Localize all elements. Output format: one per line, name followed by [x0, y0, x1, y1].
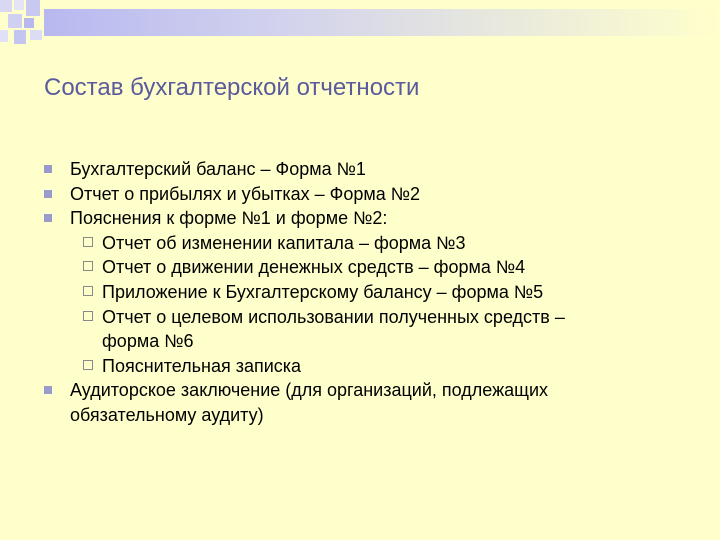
deco-square: [8, 14, 22, 28]
hollow-square-bullet-icon: [83, 360, 93, 370]
sub-list-item-text: Приложение к Бухгалтерскому балансу – форма №5: [102, 281, 544, 302]
sub-list-item: [44, 231, 684, 256]
sub-list-item-text: Отчет о движении денежных средств – форма №4: [102, 257, 526, 278]
sub-list-item: [44, 305, 684, 354]
sub-list-item-text: Отчет о целевом использовании полученных средств – форма №6: [102, 306, 565, 352]
list-item: [44, 378, 684, 427]
deco-square: [14, 0, 24, 10]
sub-list-item-text: Пояснительная записка: [102, 355, 302, 376]
bullet-list: [44, 157, 684, 428]
sub-list-item: [44, 255, 684, 280]
deco-square: [0, 30, 8, 42]
list-item: [44, 206, 684, 231]
square-bullet-icon: [44, 165, 52, 173]
square-bullet-icon: [44, 386, 52, 394]
list-item: [44, 182, 684, 207]
deco-square: [26, 0, 40, 16]
hollow-square-bullet-icon: [83, 311, 93, 321]
list-item-text: Пояснения к форме №1 и форме №2:: [70, 208, 388, 229]
header-gradient-band: [44, 9, 720, 36]
deco-square: [0, 0, 12, 12]
hollow-square-bullet-icon: [83, 261, 93, 271]
hollow-square-bullet-icon: [83, 237, 93, 247]
deco-square: [14, 30, 26, 44]
list-item: [44, 157, 684, 182]
hollow-square-bullet-icon: [83, 286, 93, 296]
slide-title: Состав бухгалтерской отчетности: [44, 74, 420, 101]
square-bullet-icon: [44, 214, 52, 222]
square-bullet-icon: [44, 190, 52, 198]
deco-square: [24, 18, 34, 28]
list-item-text: Аудиторское заключение (для организаций, подлежащих обязательному аудиту): [70, 380, 548, 425]
list-item-text: Отчет о прибылях и убытках – Форма №2: [70, 183, 421, 204]
deco-square: [30, 30, 42, 40]
sub-list-item-text: Отчет об изменении капитала – форма №3: [102, 232, 466, 253]
list-item-text: Бухгалтерский баланс – Форма №1: [70, 159, 366, 179]
sub-list-item: [44, 354, 684, 379]
sub-list-item: [44, 280, 684, 305]
